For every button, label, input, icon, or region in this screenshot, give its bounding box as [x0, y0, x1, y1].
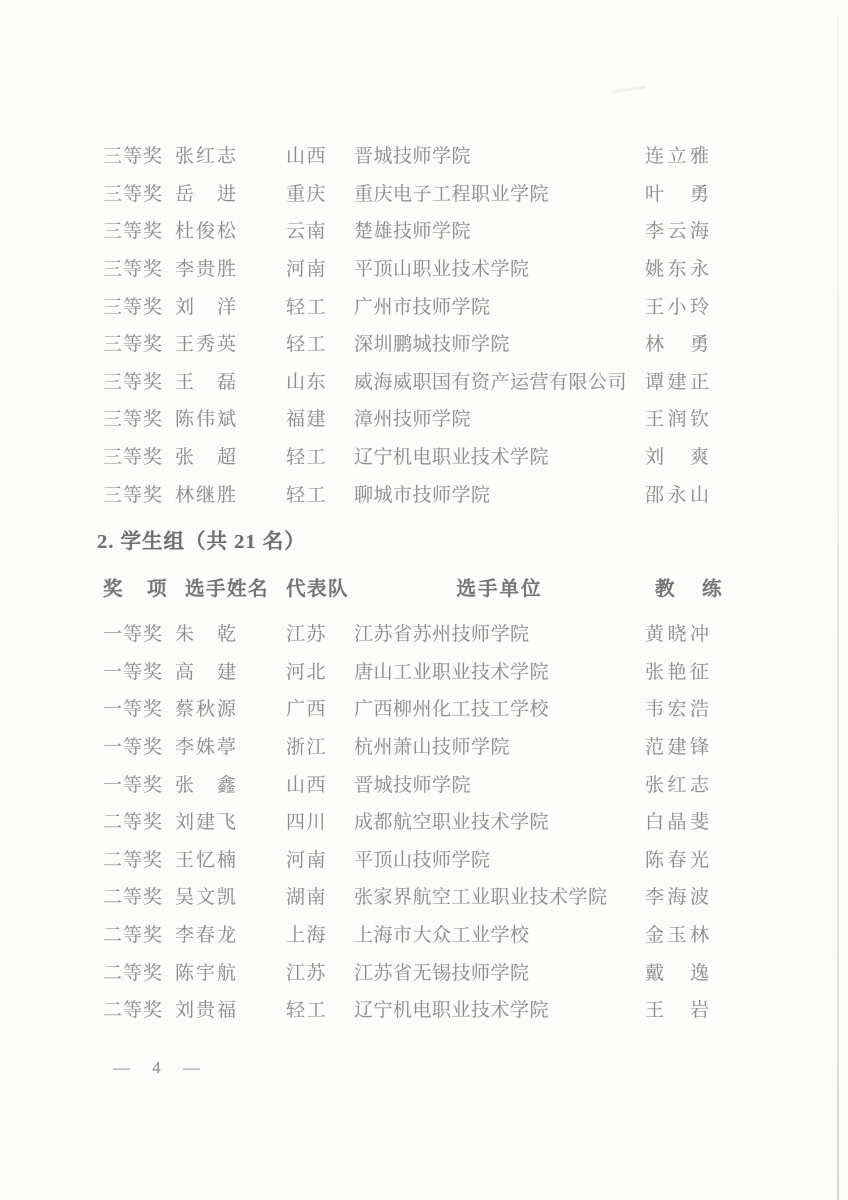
table-row [0, 764, 848, 802]
table-row [0, 399, 848, 437]
table-row [0, 877, 848, 915]
contestant-name-cell: 林继胜 [175, 484, 239, 506]
award-cell: 三等奖 [103, 409, 164, 431]
table-row [0, 362, 848, 400]
table-row [0, 802, 848, 840]
coach-cell: 李云海 [645, 221, 713, 243]
unit-cell: 重庆电子工程职业学院 [354, 183, 550, 205]
unit-cell: 江苏省苏州技师学院 [354, 624, 530, 646]
coach-cell: 黄晓冲 [645, 624, 713, 646]
award-cell: 三等奖 [103, 183, 164, 205]
award-cell: 三等奖 [103, 484, 164, 506]
team-cell: 山西 [286, 774, 328, 796]
table-row [0, 286, 848, 324]
award-cell: 三等奖 [103, 296, 164, 318]
table-row [0, 474, 848, 512]
coach-cell: 王小玲 [645, 296, 713, 318]
contestant-name-cell: 王秀英 [175, 334, 239, 356]
table-header-row [0, 572, 848, 602]
table-row [0, 174, 848, 212]
award-cell: 三等奖 [103, 334, 164, 356]
table-row [0, 324, 848, 362]
student-group-table [0, 614, 848, 1028]
unit-cell: 江苏省无锡技师学院 [354, 962, 530, 984]
team-cell: 广西 [286, 699, 328, 721]
coach-cell: 张艳征 [645, 661, 713, 683]
table-row [0, 952, 848, 990]
header-team: 代表队 [286, 578, 350, 600]
page-number: — 4 — [113, 1058, 201, 1078]
contestant-name-cell: 张红志 [175, 146, 239, 168]
coach-cell: 戴 逸 [645, 962, 713, 984]
award-cell: 三等奖 [103, 447, 164, 469]
coach-cell: 姚东永 [645, 259, 713, 281]
scan-artifact-line [837, 15, 839, 1200]
unit-cell: 广西柳州化工技工学校 [354, 699, 550, 721]
table-row [0, 437, 848, 475]
coach-cell: 韦宏浩 [645, 699, 713, 721]
table-row [0, 840, 848, 878]
unit-cell: 广州市技师学院 [354, 296, 491, 318]
award-cell: 一等奖 [103, 774, 164, 796]
award-cell: 三等奖 [103, 371, 164, 393]
table-row [0, 136, 848, 174]
header-coach: 教 练 [655, 578, 726, 600]
coach-cell: 谭建正 [645, 371, 713, 393]
contestant-name-cell: 高 建 [175, 661, 239, 683]
coach-cell: 叶 勇 [645, 183, 713, 205]
table-row [0, 249, 848, 287]
team-cell: 上海 [286, 924, 328, 946]
table-row [0, 689, 848, 727]
team-cell: 轻工 [286, 484, 328, 506]
coach-cell: 张红志 [645, 774, 713, 796]
table-row [0, 727, 848, 765]
contestant-name-cell: 岳 进 [175, 183, 239, 205]
team-cell: 轻工 [286, 1000, 328, 1022]
unit-cell: 辽宁机电职业技术学院 [354, 447, 550, 469]
unit-cell: 平顶山职业技术学院 [354, 259, 530, 281]
header-award: 奖 项 [103, 578, 170, 600]
team-cell: 四川 [286, 812, 328, 834]
team-cell: 河南 [286, 849, 328, 871]
unit-cell: 成都航空职业技术学院 [354, 812, 550, 834]
team-cell: 轻工 [286, 447, 328, 469]
unit-cell: 平顶山技师学院 [354, 849, 491, 871]
table-row [0, 614, 848, 652]
unit-cell: 深圳鹏城技师学院 [354, 334, 511, 356]
table-row [0, 990, 848, 1028]
team-cell: 河南 [286, 259, 328, 281]
award-cell: 二等奖 [103, 812, 164, 834]
team-cell: 云南 [286, 221, 328, 243]
coach-cell: 白晶斐 [645, 812, 713, 834]
unit-cell: 漳州技师学院 [354, 409, 472, 431]
team-cell: 山西 [286, 146, 328, 168]
award-cell: 一等奖 [103, 699, 164, 721]
unit-cell: 聊城市技师学院 [354, 484, 491, 506]
coach-cell: 王 岩 [645, 1000, 713, 1022]
team-cell: 浙江 [286, 737, 328, 759]
award-cell: 三等奖 [103, 146, 164, 168]
award-cell: 三等奖 [103, 259, 164, 281]
unit-cell: 晋城技师学院 [354, 774, 472, 796]
coach-cell: 林 勇 [645, 334, 713, 356]
student-group-section-title: 2. 学生组（共 21 名） [97, 530, 306, 553]
team-cell: 湖南 [286, 887, 328, 909]
contestant-name-cell: 王忆楠 [175, 849, 239, 871]
unit-cell: 张家界航空工业职业技术学院 [354, 887, 608, 909]
award-cell: 一等奖 [103, 661, 164, 683]
contestant-name-cell: 李春龙 [175, 924, 239, 946]
award-cell: 三等奖 [103, 221, 164, 243]
contestant-name-cell: 李姝葶 [175, 737, 239, 759]
team-cell: 福建 [286, 409, 328, 431]
award-cell: 二等奖 [103, 887, 164, 909]
unit-cell: 威海威职国有资产运营有限公司 [354, 371, 628, 393]
coach-cell: 李海波 [645, 887, 713, 909]
coach-cell: 邵永山 [645, 484, 713, 506]
coach-cell: 金玉林 [645, 924, 713, 946]
award-cell: 二等奖 [103, 962, 164, 984]
coach-cell: 连立雅 [645, 146, 713, 168]
team-cell: 江苏 [286, 962, 328, 984]
team-cell: 河北 [286, 661, 328, 683]
table-row [0, 915, 848, 953]
coach-cell: 陈春光 [645, 849, 713, 871]
scan-artifact-smudge [612, 86, 646, 94]
team-cell: 山东 [286, 371, 328, 393]
contestant-name-cell: 刘建飞 [175, 812, 239, 834]
contestant-name-cell: 张 鑫 [175, 774, 239, 796]
contestant-name-cell: 杜俊松 [175, 221, 239, 243]
team-cell: 江苏 [286, 624, 328, 646]
contestant-name-cell: 朱 乾 [175, 624, 239, 646]
award-cell: 二等奖 [103, 924, 164, 946]
award-cell: 一等奖 [103, 737, 164, 759]
contestant-name-cell: 蔡秋源 [175, 699, 239, 721]
unit-cell: 唐山工业职业技术学院 [354, 661, 550, 683]
team-cell: 轻工 [286, 296, 328, 318]
contestant-name-cell: 李贵胜 [175, 259, 239, 281]
unit-cell: 辽宁机电职业技术学院 [354, 1000, 550, 1022]
contestant-name-cell: 陈宇航 [175, 962, 239, 984]
contestant-name-cell: 刘 洋 [175, 296, 239, 318]
table-row [0, 652, 848, 690]
coach-cell: 王润钦 [645, 409, 713, 431]
coach-cell: 刘 爽 [645, 447, 713, 469]
unit-cell: 楚雄技师学院 [354, 221, 472, 243]
contestant-name-cell: 陈伟斌 [175, 409, 239, 431]
contestant-name-cell: 张 超 [175, 447, 239, 469]
header-contestant-name: 选手姓名 [185, 578, 270, 600]
unit-cell: 晋城技师学院 [354, 146, 472, 168]
unit-cell: 上海市大众工业学校 [354, 924, 530, 946]
third-prize-continuation-table [0, 136, 848, 512]
team-cell: 轻工 [286, 334, 328, 356]
contestant-name-cell: 吴文凯 [175, 887, 239, 909]
team-cell: 重庆 [286, 183, 328, 205]
award-cell: 一等奖 [103, 624, 164, 646]
unit-cell: 杭州萧山技师学院 [354, 737, 511, 759]
contestant-name-cell: 刘贵福 [175, 1000, 239, 1022]
header-unit: 选手单位 [456, 578, 543, 600]
contestant-name-cell: 王 磊 [175, 371, 239, 393]
coach-cell: 范建锋 [645, 737, 713, 759]
award-cell: 二等奖 [103, 849, 164, 871]
table-row [0, 211, 848, 249]
award-cell: 二等奖 [103, 1000, 164, 1022]
